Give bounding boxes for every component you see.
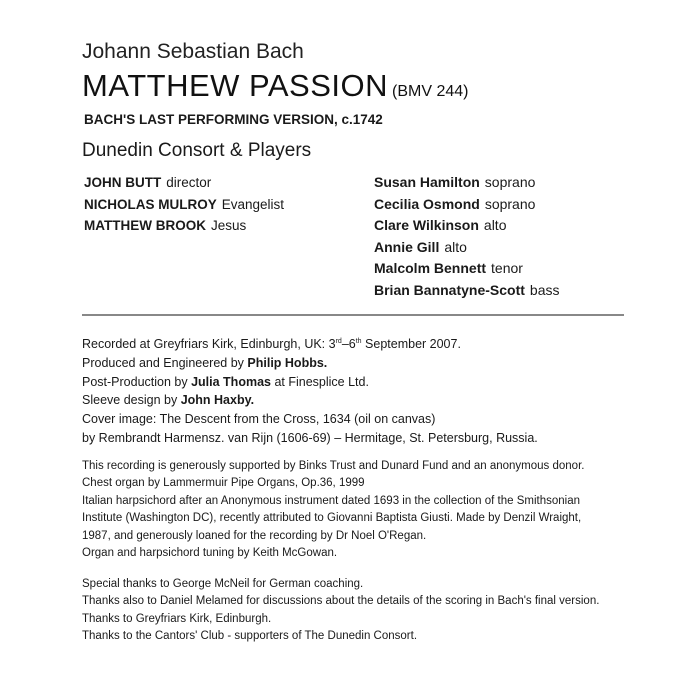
soloist-credits bbox=[374, 172, 560, 301]
thanks-line: Thanks to Greyfriars Kirk, Edinburgh. bbox=[82, 612, 272, 625]
sleeve-design-line bbox=[82, 391, 538, 410]
thanks-line: Special thanks to George McNeil for German coaching. bbox=[82, 578, 364, 590]
text: –6 bbox=[341, 337, 356, 351]
soloist-name: Susan Hamilton bbox=[374, 174, 480, 190]
soloist-voice: bass bbox=[529, 281, 560, 298]
work-title-text: MATTHEW PASSION bbox=[82, 68, 389, 103]
support-line: This recording is generously supported by Binks Trust and Dunard Fund and an anonymous donor. bbox=[82, 460, 585, 472]
text: Produced and Engineered by bbox=[82, 355, 248, 370]
work-title bbox=[82, 68, 469, 104]
thanks-line: Thanks to the Cantors' Club - supporters of The Dunedin Consort. bbox=[82, 630, 418, 643]
support-line: Organ and harpsichord tuning by Keith McGowan. bbox=[82, 546, 338, 559]
composer-name: Johann Sebastian Bach bbox=[82, 40, 304, 63]
performer-name: NICHOLAS MULROY bbox=[84, 196, 217, 212]
producer-name: Philip Hobbs. bbox=[247, 355, 328, 370]
performer-role: director bbox=[166, 175, 212, 190]
designer-name: John Haxby. bbox=[180, 393, 255, 408]
credit-row bbox=[374, 194, 560, 216]
principal-credits bbox=[84, 172, 284, 237]
support-line: Chest organ by Lammermuir Pipe Organs, Op.36, 1999 bbox=[82, 477, 365, 490]
performer-role: Evangelist bbox=[221, 196, 285, 212]
support-line: Institute (Washington DC), recently attributed to Giovanni Baptista Giusti. Made by Denzil Wraight, bbox=[82, 512, 582, 525]
credit-row bbox=[84, 215, 284, 237]
credit-row bbox=[374, 172, 560, 194]
performer-name: JOHN BUTT bbox=[84, 175, 162, 190]
performer-role: Jesus bbox=[210, 218, 247, 233]
catalogue-number: (BMV 244) bbox=[392, 83, 469, 100]
credit-row bbox=[374, 258, 560, 280]
soloist-name: Cecilia Osmond bbox=[374, 195, 480, 212]
credit-row bbox=[374, 280, 560, 302]
support-notes bbox=[82, 458, 584, 562]
text: September 2007. bbox=[361, 337, 461, 351]
credit-row bbox=[374, 237, 560, 259]
text: at Finesplice Ltd. bbox=[270, 374, 369, 389]
text: Recorded at Greyfriars Kirk, Edinburgh, UK: 3 bbox=[82, 337, 336, 351]
ordinal-suffix: rd bbox=[335, 337, 342, 345]
soloist-name: Clare Wilkinson bbox=[374, 217, 479, 233]
soloist-name: Annie Gill bbox=[374, 238, 440, 255]
performer-name: MATTHEW BROOK bbox=[84, 218, 206, 233]
recording-location-line bbox=[82, 335, 538, 354]
text: Sleeve design by bbox=[82, 393, 181, 408]
support-line: Italian harpsichord after an Anonymous instrument dated 1693 in the collection of the Smithsonian bbox=[82, 494, 580, 507]
soloist-voice: alto bbox=[483, 217, 507, 233]
section-divider bbox=[82, 314, 624, 316]
soloist-voice: soprano bbox=[484, 174, 536, 190]
soloist-voice: soprano bbox=[484, 195, 536, 212]
credit-row bbox=[374, 215, 560, 237]
producer-line bbox=[82, 354, 538, 373]
post-producer-name: Julia Thomas bbox=[191, 374, 271, 389]
credit-row bbox=[84, 172, 284, 194]
support-line: 1987, and generously loaned for the recording by Dr Noel O'Regan. bbox=[82, 529, 427, 542]
cover-image-attribution: by Rembrandt Harmensz. van Rijn (1606-69) – Hermitage, St. Petersburg, Russia. bbox=[82, 430, 538, 445]
post-production-line bbox=[82, 373, 538, 392]
version-subtitle: BACH'S LAST PERFORMING VERSION, c.1742 bbox=[84, 112, 383, 127]
recording-credits bbox=[82, 335, 538, 448]
ensemble-name: Dunedin Consort & Players bbox=[82, 140, 312, 161]
cover-image-line: Cover image: The Descent from the Cross, 1634 (oil on canvas) bbox=[82, 412, 436, 427]
soloist-name: Malcolm Bennett bbox=[374, 260, 487, 276]
credit-row bbox=[84, 194, 284, 216]
ordinal-suffix: th bbox=[355, 337, 362, 345]
soloist-voice: tenor bbox=[491, 260, 523, 276]
text: Post-Production by bbox=[82, 374, 192, 389]
soloist-name: Brian Bannatyne-Scott bbox=[374, 281, 525, 298]
acknowledgements bbox=[82, 576, 599, 646]
soloist-voice: alto bbox=[444, 238, 467, 255]
thanks-line: Thanks also to Daniel Melamed for discussions about the details of the scoring in Bach's final version. bbox=[82, 595, 600, 608]
